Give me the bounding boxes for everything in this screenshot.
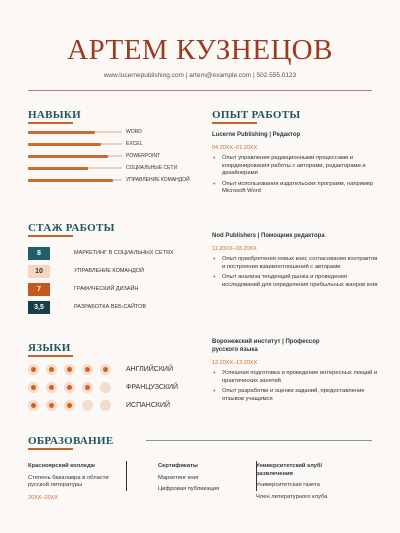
language-level-dot-empty: [100, 400, 111, 411]
language-row: [28, 363, 208, 375]
education-heading: Красноярский колледж: [28, 463, 95, 469]
education-line: Маркетинг книг: [158, 474, 199, 481]
education-line: Цифровая публикация: [158, 486, 220, 492]
language-level-dot-filled: [64, 382, 75, 393]
skill-label: WORD: [126, 129, 142, 135]
language-level-dot-empty: [100, 382, 111, 393]
education-title-underline: [28, 448, 73, 450]
experience-stat-label: МАРКЕТИНГ В СОЦИАЛЬНЫХ СЕТЯХ: [74, 250, 174, 256]
language-level-dot-filled: [64, 400, 75, 411]
language-label: АНГЛИЙСКИЙ: [126, 366, 173, 373]
language-level-dot-filled: [46, 382, 57, 393]
experience-stats-underline: [28, 235, 73, 237]
education-line: Член литературного клуба: [256, 493, 328, 500]
language-row: [28, 399, 208, 411]
skill-label: УПРАВЛЕНИЕ КОМАНДОЙ: [126, 177, 190, 183]
language-level-dot-filled: [82, 382, 93, 393]
languages-title: ЯЗЫКИ: [28, 342, 71, 354]
experience-stat-label: ГРАФИЧЕСКИЙ ДИЗАЙН: [74, 286, 139, 292]
contact-line: [0, 72, 400, 79]
job-title: Воронежский институт | Профессор русского языка: [212, 339, 320, 353]
job-entry: [212, 131, 380, 199]
skill-label: POWERPOINT: [126, 153, 161, 159]
skill-row: [28, 152, 218, 161]
job-entry: [212, 338, 380, 406]
experience-years-badge: 8: [28, 247, 50, 260]
job-bullet: • Опыт анализа тенденций рынка и проведения исследований для определения прибыльных жанров книг: [212, 274, 380, 289]
skill-bar-fill: [28, 131, 95, 134]
job-bullet: • Опыт приобретения новых книг, согласования контрактов и построения взаимоотношений с авторами: [212, 256, 380, 271]
job-entry: [212, 232, 380, 292]
skill-bar-fill: [28, 143, 101, 146]
education-divider: [146, 440, 372, 441]
job-title: Nod Publishers | Помощник редактора: [212, 233, 325, 239]
skill-label: СОЦИАЛЬНЫЕ СЕТИ: [126, 165, 178, 171]
skill-bar-fill: [28, 179, 113, 182]
resume-name: АРТЕМ КУЗНЕЦОВ: [67, 34, 333, 66]
language-level-dot-filled: [82, 364, 93, 375]
language-level-dot-filled: [28, 400, 39, 411]
education-title: ОБРАЗОВАНИЕ: [28, 435, 114, 447]
education-heading: Сертификаты: [158, 463, 198, 469]
language-level-dot-filled: [28, 382, 39, 393]
skill-bar-fill: [28, 167, 88, 170]
skill-row: [28, 128, 218, 137]
language-level-dot-filled: [64, 364, 75, 375]
education-column: [28, 463, 128, 502]
contact-separator: |: [185, 72, 188, 79]
header-divider: [28, 90, 372, 91]
skill-row: [28, 176, 218, 185]
language-label: ИСПАНСКИЙ: [126, 402, 171, 409]
experience-years-badge: 7: [28, 283, 50, 296]
work-title: ОПЫТ РАБОТЫ: [212, 109, 301, 121]
skill-row: [28, 140, 218, 149]
education-date: 20XX–20XX: [28, 494, 58, 501]
work-title-underline: [212, 122, 257, 124]
experience-years-badge: 3,5: [28, 301, 50, 314]
skills-title-underline: [28, 122, 73, 124]
education-column: [158, 463, 248, 494]
job-title: Lucerne Publishing | Редактор: [212, 132, 301, 138]
job-date: 11.20XX–03.20XX: [212, 246, 257, 252]
skill-label: EXCEL: [126, 141, 143, 147]
job-date: 04.20XX–01.20XX: [212, 145, 258, 151]
experience-stats-title: СТАЖ РАБОТЫ: [28, 222, 115, 234]
education-heading: Университетский клуб/развлечения: [256, 463, 323, 477]
email-text: artem@example.com: [189, 72, 252, 79]
job-bullets: [212, 370, 380, 403]
job-bullet: • Опыт управления редакционными процессами и координирования работы с авторами, редакторами и дизайнерами: [212, 155, 380, 178]
education-line: Университетская газета: [256, 482, 320, 488]
job-bullet: • Успешная подготовка и проведение интересных лекций и практических занятий: [212, 370, 380, 385]
job-bullet: • Опыт разработки и оценки заданий, предоставление отзывов учащимся: [212, 388, 380, 403]
language-level-dot-filled: [28, 364, 39, 375]
experience-stat-label: УПРАВЛЕНИЕ КОМАНДОЙ: [74, 268, 145, 274]
language-level-dot-filled: [46, 364, 57, 375]
skill-bar-fill: [28, 155, 108, 158]
education-line: Степень бакалавра в области русской литературы: [28, 474, 109, 488]
job-bullets: [212, 155, 380, 196]
job-bullet: • Опыт использования издательских программ, например Microsoft Word: [212, 181, 380, 196]
skill-row: [28, 164, 218, 173]
language-level-dot-filled: [100, 364, 111, 375]
job-bullets: [212, 256, 380, 289]
phone-text: 502.555.0123: [256, 72, 297, 79]
experience-stat-label: РАЗРАБОТКА ВЕБ-САЙТОВ: [74, 304, 147, 310]
language-level-dot-empty: [82, 400, 93, 411]
skills-title: НАВЫКИ: [28, 109, 81, 121]
experience-years-badge: 10: [28, 265, 50, 278]
education-column: [256, 463, 376, 501]
contact-separator: |: [252, 72, 255, 79]
website-text: www.lucernepublishing.com: [103, 72, 184, 79]
language-label: ФРАНЦУЗСКИЙ: [126, 384, 179, 391]
language-row: [28, 381, 208, 393]
languages-title-underline: [28, 355, 73, 357]
language-level-dot-filled: [46, 400, 57, 411]
job-date: 12.20XX–12.20XX: [212, 360, 258, 366]
education-column-divider: [126, 461, 127, 491]
